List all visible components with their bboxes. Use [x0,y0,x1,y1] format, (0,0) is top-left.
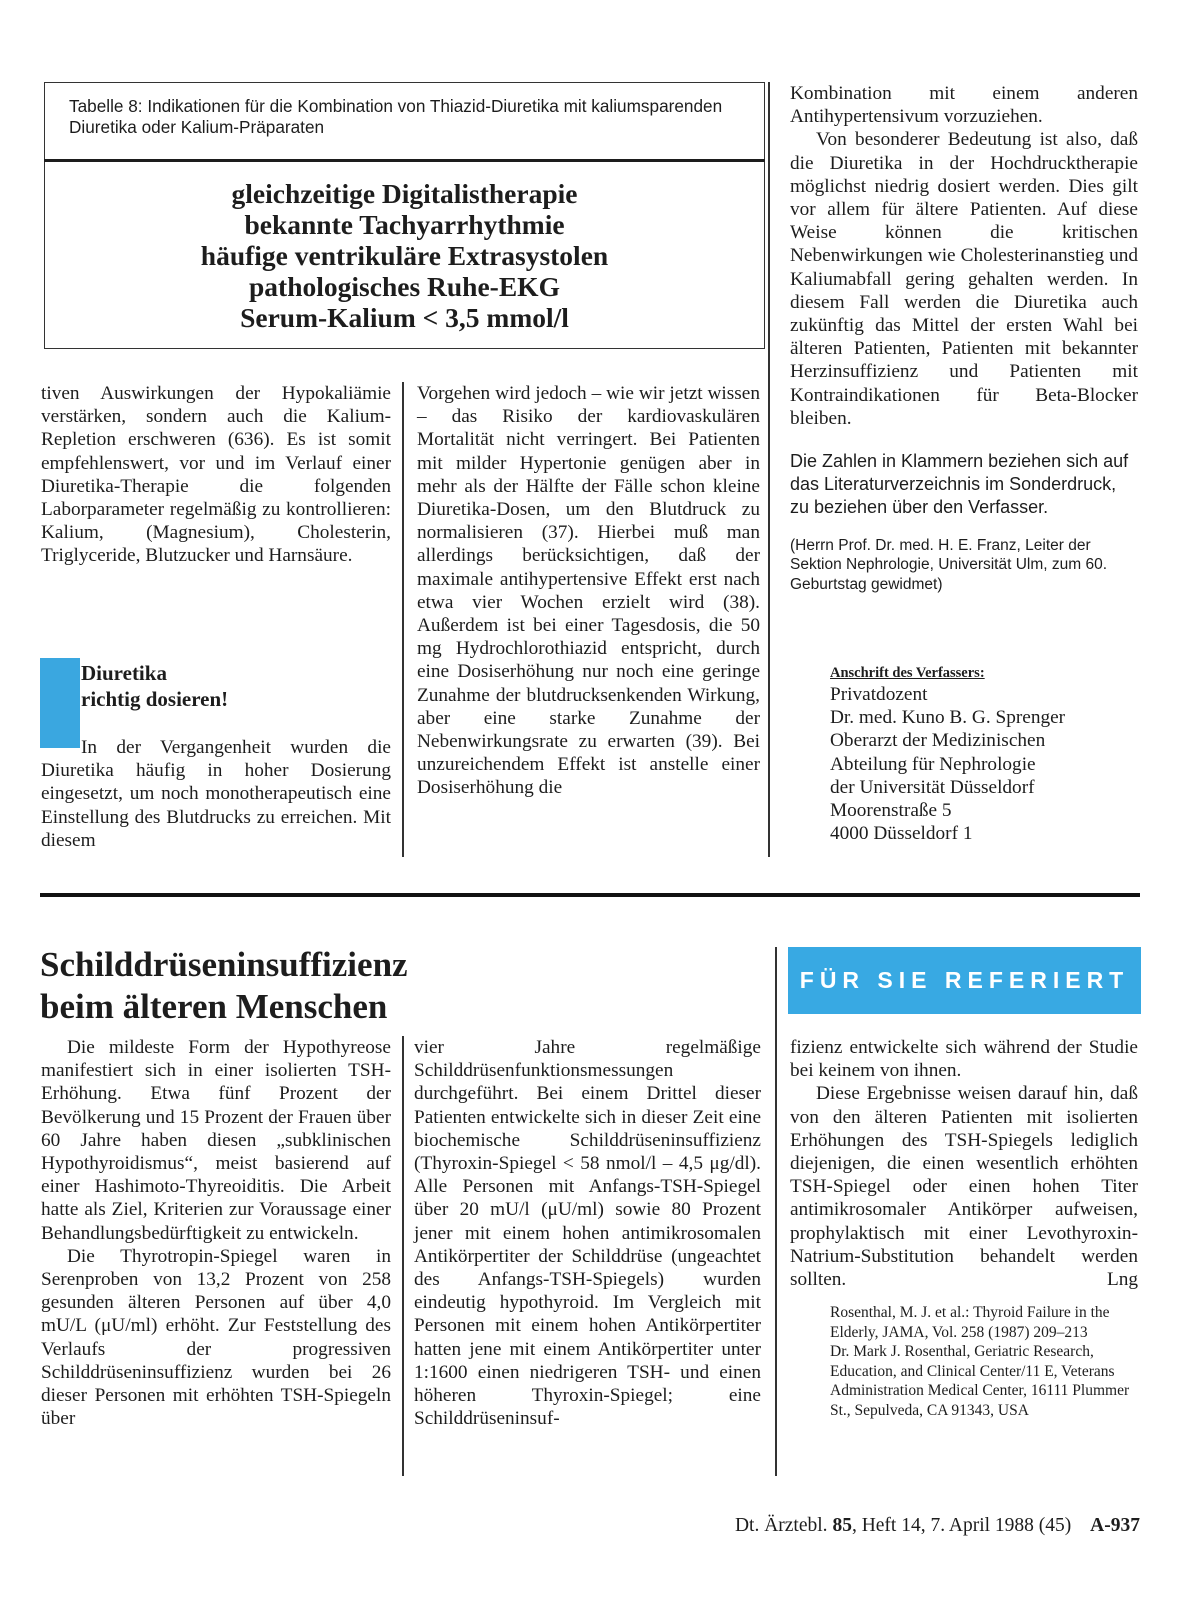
journal-issue: , Heft 14, 7. April 1988 (45) [851,1515,1072,1536]
page-footer [735,1515,1140,1537]
top-col1-cont [41,736,391,852]
title-line: Schilddrüseninsuffizienz [40,945,408,984]
paragraph: Kombination mit einem anderen Antihypertensivum vorzuziehen. [790,83,1138,128]
bottom-col2 [414,1036,761,1430]
section-divider [40,893,1140,897]
signature: Lng [1106,1269,1138,1291]
paragraph: Die mildeste Form der Hypothyreose manifestiert sich in einer isolierten TSH-Erhöhung. Etwa fünf Prozent der Bevölkerung und 15 Prozent der Frauen über 60 Jahre haben diesen „subklinischen Hypothyroidismus“, meist basierend auf einer Hashimoto-Thyreoiditis. Die Arbeit hatte als Ziel, Kriterien zur Voraussage einer Behandlungsbedürftigkeit zu entwickeln. [41,1037,391,1244]
journal-volume: 85 [832,1515,852,1536]
subheading [81,660,228,712]
table-rule [44,159,765,162]
article-title [40,944,408,1028]
paragraph: tiven Auswirkungen der Hypokaliämie verstärken, sondern auch die Kalium-Repletion erschweren (636). Es ist somit empfehlenswert, vor und im Verlauf einer Diuretika-Therapie die folgenden Laborparameter regelmäßig zu kontrollieren: Kalium, (Magnesium), Cholesterin, Triglyceride, Blutzucker und Harnsäure. [41,383,391,567]
paragraph: Vorgehen wird jedoch – wie wir jetzt wissen – das Risiko der kardiovaskulären Mortalität nicht verringert. Bei Patienten mit milder Hypertonie genügen aber in mehr als der Hälfte der Fälle schon kleine Diuretika-Dosen, um den Blutdruck zu normalisieren (37). Hierbei muß man allerdings berücksichtigen, daß der maximale antihypertensive Effekt erst nach etwa vier Wochen erzielt wird (38). Außerdem ist bei einer Tagesdosis, die 50 mg Hydrochlorothiazid entspricht, durch eine Dosiserhöhung nur noch eine geringe Zunahme der blutdrucksenkenden Wirkung, aber eine starke Zunahme der Nebenwirkungsrate zu erwarten (39). Bei unzureichendem Effekt ist anstelle einer Dosiserhöhung die [417,383,760,799]
reference: Rosenthal, M. J. et al.: Thyroid Failure in the Elderly, JAMA, Vol. 258 (1987) 209–213 [830,1304,1110,1341]
table-item: häufige ventrikuläre Extrasystolen [200,240,609,271]
address-line: Privatdozent [830,684,928,705]
address-line: der Universität Düsseldorf [830,776,1035,798]
dedication: (Herrn Prof. Dr. med. H. E. Franz, Leiter der Sektion Nephrologie, Universität Ulm, zum 60. Geburtstag gewidmet) [790,536,1108,593]
address-line: Moorenstraße 5 [830,800,952,822]
top-col2 [417,382,760,800]
journal-name: Dt. Ärztebl. [734,1515,828,1536]
subheading-line: richtig dosieren! [81,687,229,711]
column-divider [402,382,404,857]
paragraph: Von besonderer Bedeutung ist also, daß die Diuretika in der Hochdrucktherapie möglichst niedrig dosiert werden. Dies gilt vor allem für ältere Patienten. Auf diese Weise können die kritischen Nebenwirkungen wie Cholesterinanstieg und Kaliumabfall gering gehalten werden. In diesem Fall werden die Diuretika auch zukünftig das Mittel der ersten Wahl bei älteren Patienten, Patienten mit bekannter Herzinsuffizienz und Patienten mit Kontraindikationen für Beta-Blocker bleiben. [790,129,1138,429]
table-body [44,178,765,333]
subheading-bar [40,658,80,748]
subheading-line: Diuretika [81,661,167,685]
title-line: beim älteren Menschen [40,987,388,1026]
bottom-col3 [790,1036,1138,1420]
table-item: Serum-Kalium < 3,5 mmol/l [240,302,569,333]
paragraph: Diese Ergebnisse weisen darauf hin, daß von den älteren Patienten mit isolierten Erhöhungen des TSH-Spiegels lediglich diejenigen, die einen wesentlich erhöhten TSH-Spiegel oder einen hohen Titer antimikrosomaler Antikörper aufweisen, prophylaktisch mit einer Levothyroxin-Natrium-Substitution behandelt werden sollten. [790,1083,1138,1291]
address-line: Oberarzt der Medizinischen [830,730,1046,752]
paragraph: vier Jahre regelmäßige Schilddrüsenfunktionsmessungen durchgeführt. Bei einem Drittel dieser Patienten entwickelte sich in dieser Zeit eine biochemische Schilddrüseninsuffizienz (Thyroxin-Spiegel < 58 nmol/l – 4,5 μg/dl). Alle Personen mit Anfangs-TSH-Spiegel über 20 mU/l (μU/ml) sowie 80 Prozent jener mit einem hohen antimikrosomalen Antikörpertiter der Schilddrüse (ungeachtet des Anfangs-TSH-Spiegels) wurden eindeutig hypothyroid. Im Vergleich mit Personen mit einem hohen Antikörpertiter hatten jene mit einem Antikörpertiter unter 1:1600 einen niedrigeren TSH- und einen höheren Thyroxin-Spiegel; eine Schilddrüseninsuf- [414,1037,761,1430]
paragraph: In der Vergangenheit wurden die Diuretika häufig in hoher Dosierung eingesetzt, um noch monotherapeutisch eine Einstellung des Blutdrucks zu erreichen. Mit diesem [41,737,391,851]
paragraph: fizienz entwickelte sich während der Studie bei keinem von ihnen. [790,1037,1138,1082]
paragraph: Die Thyrotropin-Spiegel waren in Serenproben von 13,2 Prozent von 258 gesunden älteren Personen auf über 4,0 mU/L (μU/ml) erhöht. Zur Feststellung des Verlaufs der progressiven Schilddrüseninsuffizienz wurden bei 26 dieser Personen mit erhöhten TSH-Spiegeln über [41,1245,391,1430]
section-badge: FÜR SIE REFERIERT [788,947,1141,1014]
column-divider [768,82,770,857]
table-item: pathologisches Ruhe-EKG [249,271,560,302]
address-heading: Anschrift des Verfassers: [830,665,985,681]
column-divider [775,947,777,1476]
author-address [830,664,1140,845]
page-number: A-937 [1090,1515,1140,1536]
top-col3 [790,82,1138,594]
table-item: gleichzeitige Digitalistherapie [231,178,578,209]
address-line: Dr. med. Kuno B. G. Sprenger [830,707,1066,729]
references-note: Die Zahlen in Klammern beziehen sich auf das Literaturverzeichnis im Sonderdruck, zu beziehen über den Verfasser. [790,451,1129,518]
reference: Dr. Mark J. Rosenthal, Geriatric Research, Education, and Clinical Center/11 E, Veterans Administration Medical Center, 16111 Plummer St., Sepulveda, CA 91343, USA [830,1343,1130,1419]
table-item: bekannte Tachyarrhythmie [244,209,565,240]
table-caption: Tabelle 8: Indikationen für die Kombination von Thiazid-Diuretika mit kaliumsparenden Diuretika oder Kalium-Präparaten [69,96,723,137]
address-line: Abteilung für Nephrologie [830,753,1036,775]
address-line: 4000 Düsseldorf 1 [830,823,973,845]
column-divider [402,1036,404,1476]
bottom-col1 [41,1036,391,1430]
top-col1 [41,382,391,568]
